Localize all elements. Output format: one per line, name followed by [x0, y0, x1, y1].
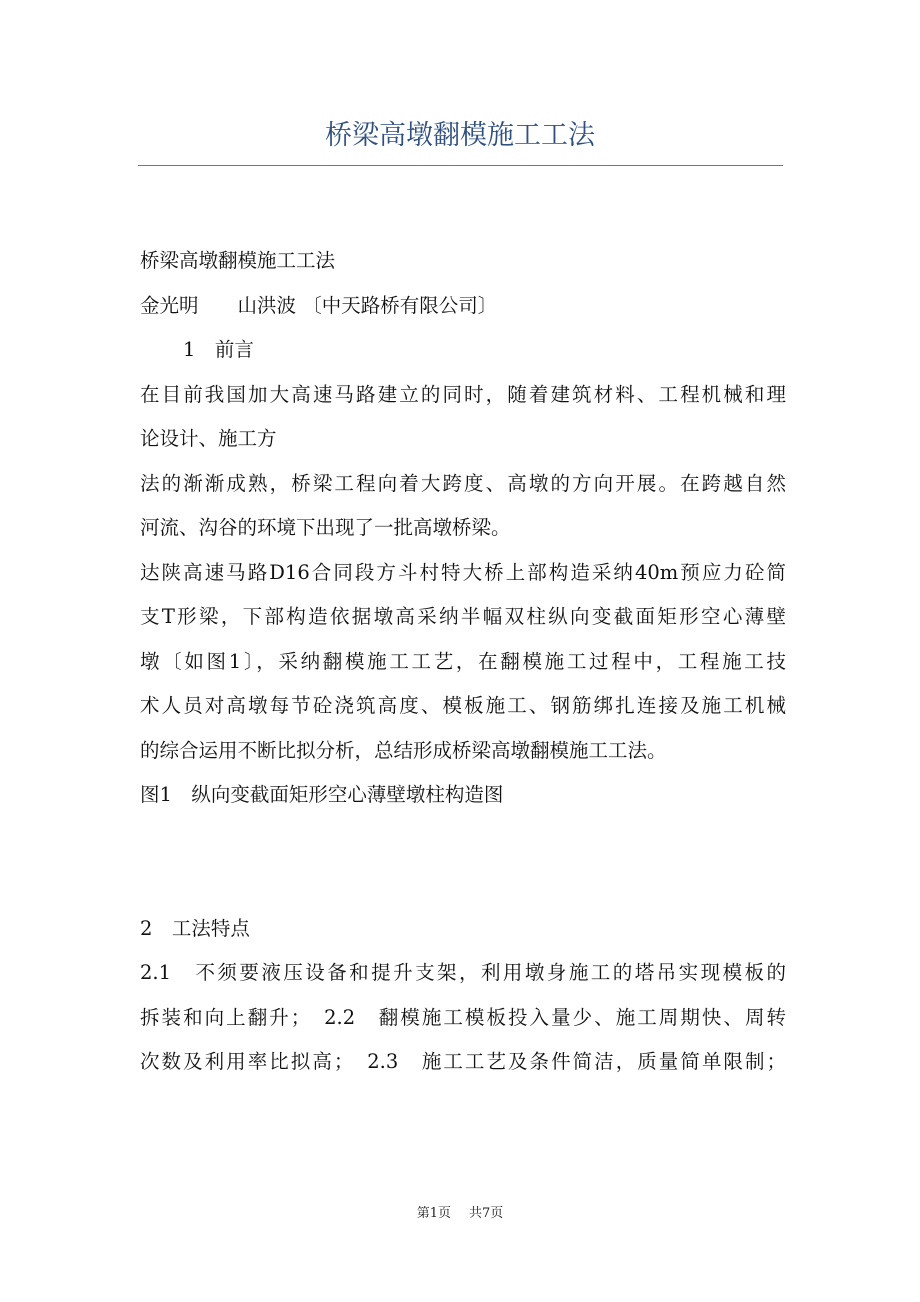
- section-heading-1: 1 前言: [183, 338, 254, 361]
- paragraph-line: 的综合运用不断比拟分析，总结形成桥梁高墩翻模施工工法。: [140, 738, 667, 762]
- figure-placeholder-space: [140, 862, 786, 907]
- paragraph-line: 墩〔如图1〕，采纳翻模施工工艺，在翻模施工过程中，工程施工技: [140, 649, 786, 673]
- section-heading-2: 2 工法特点: [140, 916, 250, 940]
- figure-placeholder-space: [140, 818, 786, 863]
- author-line: 金光明 山洪波 〔中天路桥有限公司〕: [140, 293, 498, 317]
- paragraph-line: 论设计、施工方: [140, 427, 277, 450]
- subtitle-line: 桥梁高墩翻模施工工法: [140, 249, 336, 272]
- page-title: 桥梁高墩翻模施工工法: [325, 120, 595, 151]
- paragraph-line: 拆装和向上翻升； 2.2 翻模施工模板投入量少、施工周期快、周转: [140, 1005, 786, 1029]
- paragraph-line: 术人员对高墩每节砼浇筑高度、模板施工、钢筋绑扎连接及施工机械: [140, 694, 786, 717]
- document-body: [140, 239, 786, 1085]
- page-footer: [0, 1204, 920, 1224]
- figure-caption: 图1 纵向变截面矩形空心薄壁墩柱构造图: [140, 783, 504, 806]
- paragraph-line: 支T形梁，下部构造依据墩高采纳半幅双柱纵向变截面矩形空心薄壁: [140, 605, 786, 628]
- paragraph-line: 次数及利用率比拟高； 2.3 施工工艺及条件简洁，质量简单限制；: [140, 1050, 786, 1073]
- page-total: 共7页: [469, 1206, 504, 1221]
- paragraph-line: 河流、沟谷的环境下出现了一批高墩桥梁。: [140, 516, 511, 539]
- paragraph-line: 法的渐渐成熟，桥梁工程向着大跨度、高墩的方向开展。在跨越自然: [140, 471, 786, 495]
- page-number: 第1页: [416, 1206, 451, 1221]
- title-divider: [138, 165, 783, 166]
- paragraph-line: 达陕高速马路D16合同段方斗村特大桥上部构造采纳40m预应力砼简: [140, 560, 786, 584]
- paragraph-line: 2.1 不须要液压设备和提升支架，利用墩身施工的塔吊实现模板的: [140, 961, 786, 984]
- paragraph-line: 在目前我国加大高速马路建立的同时，随着建筑材料、工程机械和理: [140, 382, 786, 406]
